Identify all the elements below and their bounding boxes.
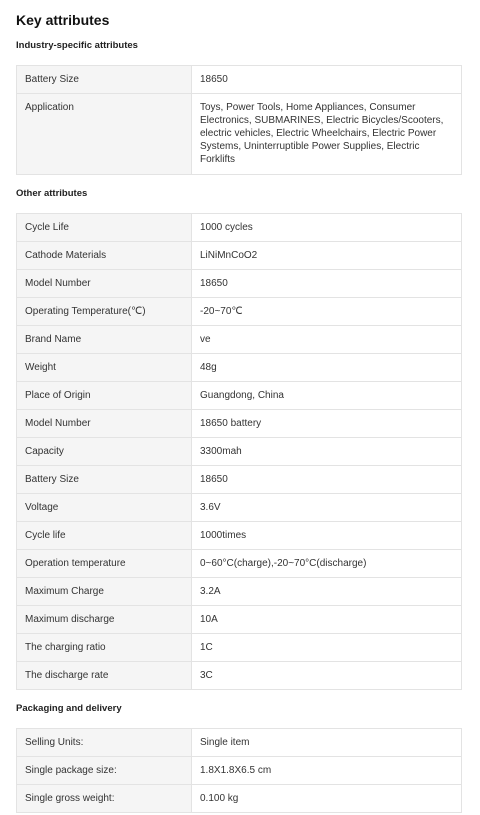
attribute-row [17, 606, 462, 634]
attribute-value: Single item [192, 729, 462, 757]
attribute-value: 18650 [192, 270, 462, 298]
attribute-key: Maximum Charge [17, 578, 192, 606]
attribute-key: Single package size: [17, 757, 192, 785]
attribute-value: 1000times [192, 522, 462, 550]
section-heading-packaging: Packaging and delivery [16, 703, 122, 714]
attribute-value: Toys, Power Tools, Home Appliances, Consumer Electronics, SUBMARINES, Electric Bicycles/Scooters, electric vehicles, Electric Wheelchairs, Electric Power Systems, Uninterruptible Power Supplies, Electric Forklifts [192, 94, 462, 175]
attribute-row [17, 494, 462, 522]
other-attributes-table [16, 213, 462, 690]
attribute-key: Voltage [17, 494, 192, 522]
attribute-key: Selling Units: [17, 729, 192, 757]
attribute-value: 18650 battery [192, 410, 462, 438]
attribute-key: Single gross weight: [17, 785, 192, 813]
industry-attributes-table [16, 65, 462, 175]
section-heading-industry: Industry-specific attributes [16, 40, 138, 51]
attribute-value: 18650 [192, 66, 462, 94]
attribute-key: Cycle Life [17, 214, 192, 242]
attribute-key: Model Number [17, 270, 192, 298]
attribute-key: Weight [17, 354, 192, 382]
attribute-key: Model Number [17, 410, 192, 438]
attribute-row [17, 298, 462, 326]
attribute-row [17, 757, 462, 785]
attribute-key: The charging ratio [17, 634, 192, 662]
page-title: Key attributes [16, 12, 110, 28]
attribute-key: Battery Size [17, 66, 192, 94]
attribute-value: -20~70℃ [192, 298, 462, 326]
attribute-key: Operating Temperature(℃) [17, 298, 192, 326]
attribute-row [17, 438, 462, 466]
attribute-value: ve [192, 326, 462, 354]
attribute-key: Brand Name [17, 326, 192, 354]
attribute-key: Battery Size [17, 466, 192, 494]
attribute-key: Maximum discharge [17, 606, 192, 634]
attribute-row [17, 466, 462, 494]
attribute-value: 18650 [192, 466, 462, 494]
attribute-value: 3300mah [192, 438, 462, 466]
attribute-row [17, 242, 462, 270]
attribute-row [17, 785, 462, 813]
attribute-value: Guangdong, China [192, 382, 462, 410]
attribute-key: The discharge rate [17, 662, 192, 690]
attribute-value: 3C [192, 662, 462, 690]
attribute-row [17, 326, 462, 354]
attribute-row [17, 410, 462, 438]
attribute-row [17, 270, 462, 298]
attribute-key: Operation temperature [17, 550, 192, 578]
packaging-attributes-table [16, 728, 462, 813]
attribute-key: Place of Origin [17, 382, 192, 410]
attribute-row [17, 550, 462, 578]
attribute-key: Cycle life [17, 522, 192, 550]
attribute-value: 1000 cycles [192, 214, 462, 242]
attribute-key: Capacity [17, 438, 192, 466]
attribute-row [17, 94, 462, 175]
section-heading-other: Other attributes [16, 188, 88, 199]
attribute-row [17, 662, 462, 690]
attribute-row [17, 66, 462, 94]
attribute-row [17, 578, 462, 606]
attribute-row [17, 214, 462, 242]
attribute-row [17, 382, 462, 410]
attribute-value: 48g [192, 354, 462, 382]
attribute-row [17, 634, 462, 662]
attribute-value: 3.2A [192, 578, 462, 606]
attribute-value: 1C [192, 634, 462, 662]
attribute-value: 0~60°C(charge),-20~70°C(discharge) [192, 550, 462, 578]
attribute-value: LiNiMnCoO2 [192, 242, 462, 270]
attribute-row [17, 354, 462, 382]
attribute-value: 0.100 kg [192, 785, 462, 813]
attribute-value: 1.8X1.8X6.5 cm [192, 757, 462, 785]
attribute-value: 3.6V [192, 494, 462, 522]
attribute-row [17, 522, 462, 550]
attribute-value: 10A [192, 606, 462, 634]
attribute-key: Cathode Materials [17, 242, 192, 270]
attribute-row [17, 729, 462, 757]
attribute-key: Application [17, 94, 192, 175]
